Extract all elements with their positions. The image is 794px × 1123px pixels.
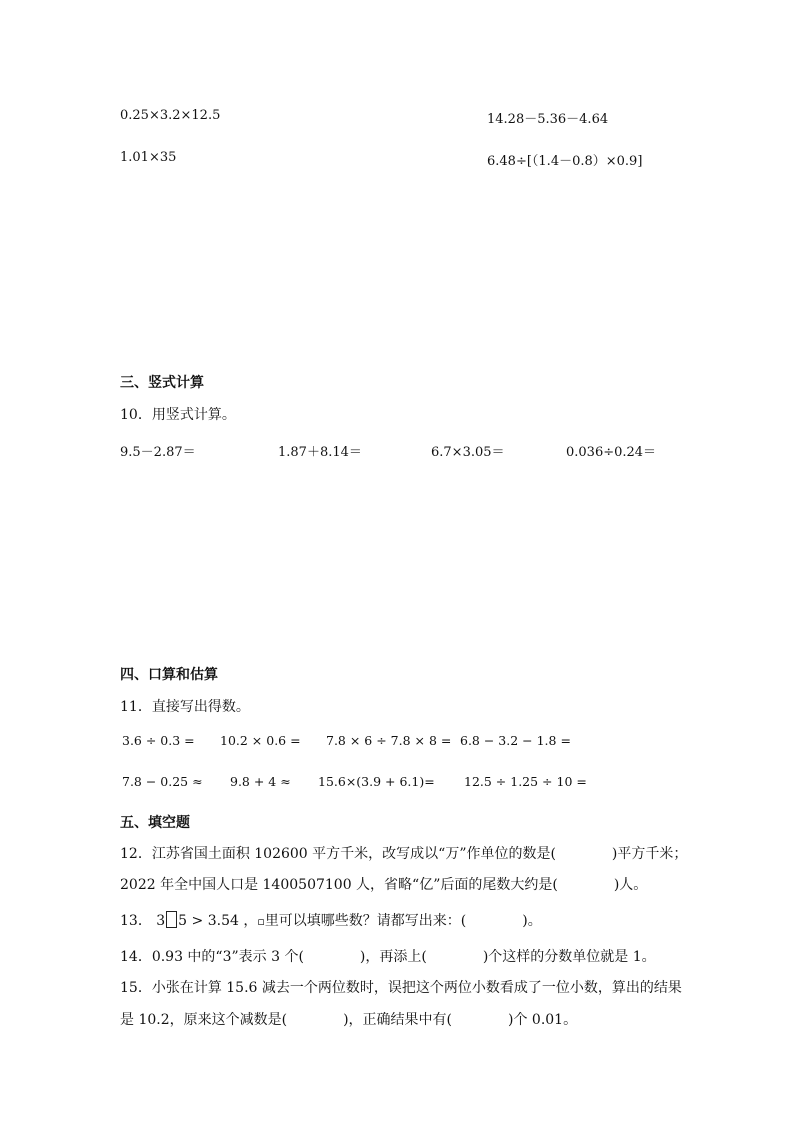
question-13-inequality: 5 > 3.54 ， <box>178 913 258 929</box>
expr-3: 1.01×35 <box>120 150 177 165</box>
section-5-title: 五、填空题 <box>120 815 190 831</box>
question-12-line-2: 2022 年全中国人口是 1400507100 人，省略“亿”后面的尾数大约是( )人。 <box>120 877 648 893</box>
oral-calc-1: 3.6 ÷ 0.3 = <box>122 733 195 748</box>
expr-1: 0.25×3.2×12.5 <box>120 108 221 123</box>
oral-calc-8: 12.5 ÷ 1.25 ÷ 10 = <box>464 774 587 789</box>
blank-box-icon <box>166 911 177 928</box>
oral-calc-6: 9.8 + 4 ≈ <box>230 774 291 789</box>
question-13 <box>120 910 542 930</box>
vertical-calc-2: 1.87＋8.14＝ <box>278 445 362 460</box>
vertical-calc-3: 6.7×3.05＝ <box>431 445 505 460</box>
question-13-prompt: 里可以填哪些数？请都写出来：( )。 <box>264 913 542 929</box>
vertical-calc-1: 9.5－2.87＝ <box>120 445 196 460</box>
question-12-line-1: 12．江苏省国土面积 102600 平方千米，改写成以“万”作单位的数是( )平方千米； <box>120 846 688 862</box>
oral-calc-7: 15.6×(3.9 + 6.1)= <box>318 774 435 789</box>
section-4-title: 四、口算和估算 <box>120 667 218 683</box>
oral-calc-2: 10.2 × 0.6 = <box>220 733 301 748</box>
question-14: 14．0.93 中的“3”表示 3 个( )，再添上( )个这样的分数单位就是 1。 <box>120 949 656 965</box>
expr-4: 6.48÷[（1.4－0.8）×0.9] <box>487 154 643 169</box>
question-15-line-2: 是 10.2，原来这个减数是( )，正确结果中有( )个 0.01。 <box>120 1012 578 1028</box>
small-box-icon: ▫ <box>257 915 265 928</box>
question-13-prefix: 13． 3 <box>120 913 166 929</box>
question-11: 11．直接写出得数。 <box>120 699 250 715</box>
vertical-calc-4: 0.036÷0.24＝ <box>566 445 657 460</box>
oral-calc-3: 7.8 × 6 ÷ 7.8 × 8 = <box>326 733 452 748</box>
oral-calc-5: 7.8 − 0.25 ≈ <box>122 774 203 789</box>
expr-2: 14.28－5.36－4.64 <box>487 112 609 127</box>
question-15-line-1: 15．小张在计算 15.6 减去一个两位数时，误把这个两位小数看成了一位小数，算出的结果 <box>120 980 682 996</box>
oral-calc-4: 6.8 − 3.2 − 1.8 = <box>460 733 571 748</box>
section-3-title: 三、竖式计算 <box>120 375 204 391</box>
question-10: 10．用竖式计算。 <box>120 407 236 423</box>
